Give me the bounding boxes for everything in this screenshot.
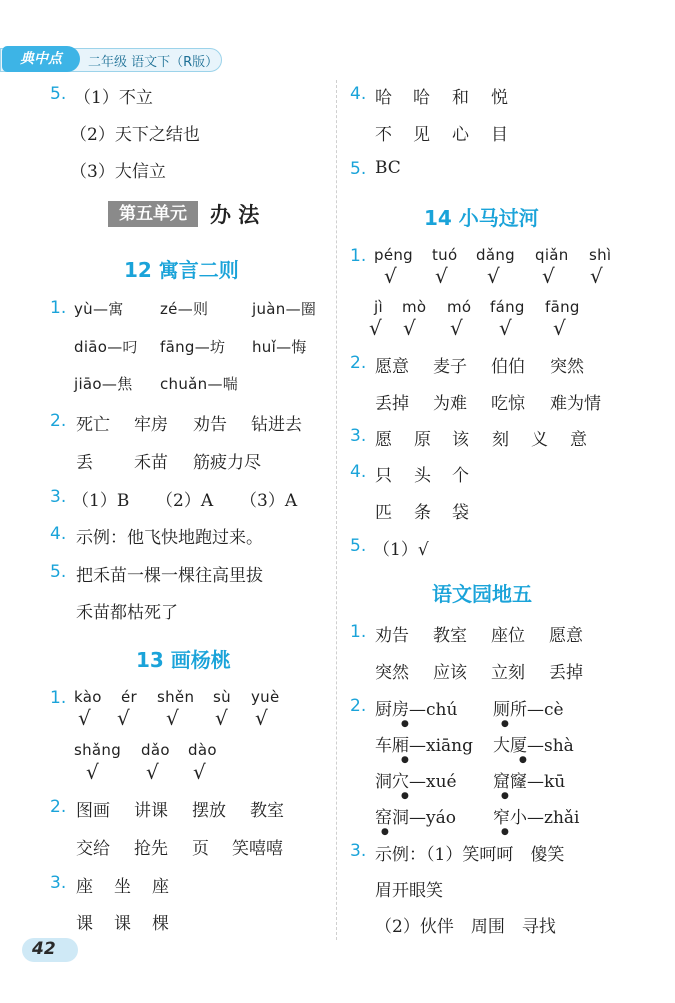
char: 愿 xyxy=(375,430,392,450)
char: 个 xyxy=(452,466,469,486)
choice-answer: （2）A xyxy=(156,491,214,511)
pinyin-word: sù xyxy=(213,688,231,706)
word: 摆放 xyxy=(192,801,226,821)
emphasis-dot: ● xyxy=(381,827,389,837)
char: 头 xyxy=(414,466,431,486)
word: 交给 xyxy=(76,839,110,859)
q1-number: 1. xyxy=(50,298,67,318)
pinyin-word: fáng xyxy=(490,298,525,316)
word: 棵 xyxy=(152,914,169,934)
char: 见 xyxy=(413,125,430,145)
check-mark: √ xyxy=(403,316,416,340)
emphasis-dot: ● xyxy=(501,827,509,837)
q2-number: 2. xyxy=(50,411,67,431)
q5-number: 5. xyxy=(50,562,67,582)
answer-line: （2）伙伴 周围 寻找 xyxy=(375,917,556,937)
word: 死亡 xyxy=(76,415,110,435)
pinyin-word: yù—寓 xyxy=(74,300,124,318)
char-pinyin-pair: 厨房—chú xyxy=(375,700,458,720)
pinyin-word: dǎng xyxy=(476,246,515,264)
pinyin-word: chuǎn—喘 xyxy=(160,375,239,393)
char-pinyin-pair: 大厦—shà xyxy=(493,736,574,756)
char: 袋 xyxy=(452,503,469,523)
pinyin-word: mò xyxy=(402,298,427,316)
check-mark: √ xyxy=(369,316,382,340)
char: 条 xyxy=(414,503,431,523)
pinyin-word: kào xyxy=(74,688,102,706)
word: 图画 xyxy=(76,801,110,821)
char: 匹 xyxy=(375,503,392,523)
answer-line: 示例：（1）笑呵呵 傻笑 xyxy=(375,845,565,865)
grade-label: 二年级 语文下（R版） xyxy=(88,55,219,70)
word: 座 xyxy=(76,877,93,897)
pinyin-word: diāo—叼 xyxy=(74,338,138,356)
answer-line: （3）大信立 xyxy=(70,162,166,182)
q4-number: 4. xyxy=(350,462,367,482)
page-number-badge xyxy=(22,938,78,962)
char: 和 xyxy=(452,88,469,108)
emphasis-dot: ● xyxy=(401,755,409,765)
word: 丢掉 xyxy=(549,663,583,683)
word: 页 xyxy=(192,839,209,859)
word: 愿意 xyxy=(549,626,583,646)
pinyin-word: shěn xyxy=(157,688,195,706)
word: 突然 xyxy=(550,357,584,377)
char-pinyin-pair: 厕所—cè xyxy=(493,700,564,720)
header-tab xyxy=(0,48,222,72)
char: 意 xyxy=(570,430,587,450)
char: 该 xyxy=(452,430,469,450)
emphasis-dot: ● xyxy=(519,755,527,765)
answer-line: 眉开眼笑 xyxy=(375,881,443,901)
check-mark: √ xyxy=(384,264,397,288)
choice-answer: （1）B xyxy=(72,491,130,511)
word: 筋疲力尽 xyxy=(193,453,261,473)
char: 悦 xyxy=(491,88,508,108)
char: 只 xyxy=(375,466,392,486)
char: 目 xyxy=(491,125,508,145)
check-mark: √ xyxy=(255,706,268,730)
word: 劝告 xyxy=(375,626,409,646)
check-mark: √ xyxy=(146,760,159,784)
pinyin-word: mó xyxy=(447,298,472,316)
answer-line: （1）不立 xyxy=(74,88,153,108)
word: 突然 xyxy=(375,663,409,683)
word: 劝告 xyxy=(193,415,227,435)
char: 哈 xyxy=(413,88,430,108)
word: 伯伯 xyxy=(491,357,525,377)
word: 难为情 xyxy=(550,394,601,414)
word: 坐 xyxy=(114,877,131,897)
answer-line: （1）√ xyxy=(373,540,429,560)
word: 愿意 xyxy=(375,357,409,377)
word: 课 xyxy=(114,914,131,934)
word: 座位 xyxy=(491,626,525,646)
check-mark: √ xyxy=(117,706,130,730)
q3-number: 3. xyxy=(50,487,67,507)
q5-number: 5. xyxy=(50,84,67,104)
word: 立刻 xyxy=(491,663,525,683)
pinyin-word: dǎo xyxy=(141,741,170,759)
char-pinyin-pair: 窄小—zhǎi xyxy=(493,808,580,828)
word: 课 xyxy=(76,914,93,934)
lesson-12-title: 12 寓言二则 xyxy=(124,258,239,282)
pinyin-word: péng xyxy=(374,246,413,264)
q5-number: 5. xyxy=(350,536,367,556)
lesson-13-title: 13 画杨桃 xyxy=(136,648,231,672)
pinyin-word: jiāo—焦 xyxy=(74,375,133,393)
word: 麦子 xyxy=(433,357,467,377)
check-mark: √ xyxy=(450,316,463,340)
word: 教室 xyxy=(433,626,467,646)
garden-5-title: 语文园地五 xyxy=(432,582,532,606)
char-pinyin-pair: 车厢—xiāng xyxy=(375,736,473,756)
pinyin-word: dào xyxy=(188,741,217,759)
check-mark: √ xyxy=(215,706,228,730)
unit-banner: 第五单元 xyxy=(108,201,198,227)
q1-number: 1. xyxy=(350,246,367,266)
q1-number: 1. xyxy=(50,688,67,708)
word: 笑嘻嘻 xyxy=(232,839,283,859)
word: 抢先 xyxy=(134,839,168,859)
check-mark: √ xyxy=(487,264,500,288)
answer-line: 示例：他飞快地跑过来。 xyxy=(76,528,263,548)
pinyin-word: fāng—坊 xyxy=(160,338,226,356)
pinyin-word: ér xyxy=(121,688,137,706)
word: 为难 xyxy=(433,394,467,414)
char: 原 xyxy=(414,430,431,450)
emphasis-dot: ● xyxy=(401,719,409,729)
word: 教室 xyxy=(250,801,284,821)
check-mark: √ xyxy=(78,706,91,730)
answer-line: （2）天下之结也 xyxy=(70,125,200,145)
column-divider xyxy=(336,80,337,940)
check-mark: √ xyxy=(435,264,448,288)
emphasis-dot: ● xyxy=(501,719,509,729)
check-mark: √ xyxy=(553,316,566,340)
char-pinyin-pair: 窑洞—yáo xyxy=(375,808,456,828)
pinyin-word: shǎng xyxy=(74,741,122,759)
q1-number: 1. xyxy=(350,622,367,642)
pinyin-word: juàn—圈 xyxy=(252,300,317,318)
q5-number: 5. xyxy=(350,159,367,179)
pinyin-word: jì xyxy=(374,298,383,316)
q3-number: 3. xyxy=(350,841,367,861)
char: 义 xyxy=(531,430,548,450)
page-number: 42 xyxy=(32,939,56,959)
emphasis-dot: ● xyxy=(401,791,409,801)
q4-number: 4. xyxy=(50,524,67,544)
word: 应该 xyxy=(433,663,467,683)
check-mark: √ xyxy=(590,264,603,288)
char: 刻 xyxy=(492,430,509,450)
word: 丢 xyxy=(76,453,93,473)
pinyin-word: tuó xyxy=(432,246,458,264)
pinyin-word: shì xyxy=(589,246,612,264)
pinyin-word: qiǎn xyxy=(535,246,569,264)
word: 钻进去 xyxy=(251,415,302,435)
check-mark: √ xyxy=(86,760,99,784)
choice-answer: （3）A xyxy=(240,491,298,511)
word: 座 xyxy=(152,877,169,897)
word: 禾苗 xyxy=(134,453,168,473)
check-mark: √ xyxy=(193,760,206,784)
word: 讲课 xyxy=(134,801,168,821)
emphasis-dot: ● xyxy=(501,791,509,801)
check-mark: √ xyxy=(499,316,512,340)
q4-number: 4. xyxy=(350,84,367,104)
brand-logo: 典中点 xyxy=(2,46,80,72)
q2-number: 2. xyxy=(50,797,67,817)
char: 心 xyxy=(452,125,469,145)
char: 哈 xyxy=(375,88,392,108)
answer-line: 禾苗都枯死了 xyxy=(76,603,178,623)
pinyin-word: zé—则 xyxy=(160,300,209,318)
word: 丢掉 xyxy=(375,394,409,414)
pinyin-word: yuè xyxy=(251,688,280,706)
pinyin-word: huǐ—悔 xyxy=(252,338,307,356)
check-mark: √ xyxy=(166,706,179,730)
lesson-14-title: 14 小马过河 xyxy=(424,206,539,230)
check-mark: √ xyxy=(542,264,555,288)
q3-number: 3. xyxy=(350,426,367,446)
word: 吃惊 xyxy=(491,394,525,414)
q2-number: 2. xyxy=(350,696,367,716)
char-pinyin-pair: 窟窿—kū xyxy=(493,772,566,792)
unit-title: 办 法 xyxy=(210,203,260,227)
word: 牢房 xyxy=(134,415,168,435)
q2-number: 2. xyxy=(350,353,367,373)
answer-line: BC xyxy=(375,158,401,178)
char: 不 xyxy=(375,125,392,145)
char-pinyin-pair: 洞穴—xué xyxy=(375,772,457,792)
pinyin-word: fāng xyxy=(545,298,580,316)
q3-number: 3. xyxy=(50,873,67,893)
answer-line: 把禾苗一棵一棵往高里拔 xyxy=(76,566,263,586)
